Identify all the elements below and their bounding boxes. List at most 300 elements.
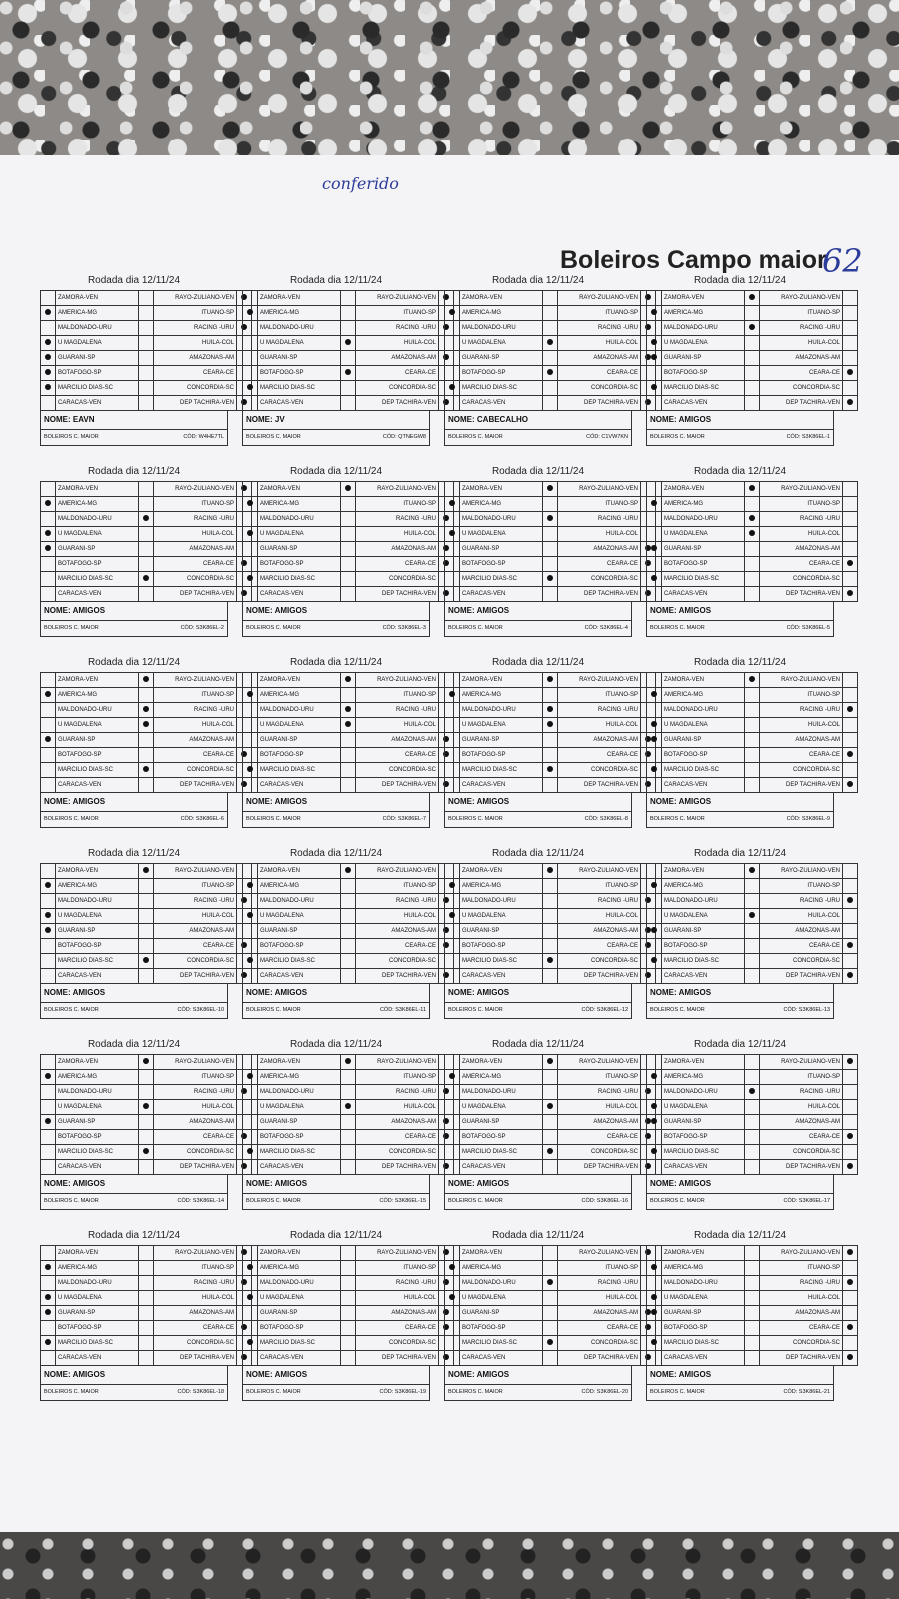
games-table xyxy=(40,1054,252,1175)
away-team: RACING -URU xyxy=(558,703,641,718)
bettor-name: NOME: AMIGOS xyxy=(40,984,228,1003)
home-team: MARCILIO DIAS-SC xyxy=(460,1145,543,1160)
game-row xyxy=(41,1145,252,1160)
away-team: CEARA-CE xyxy=(356,1130,439,1145)
bettor-name: NOME: AMIGOS xyxy=(444,984,632,1003)
away-team: HUILA-COL xyxy=(558,527,641,542)
home-pick-cell xyxy=(445,1070,460,1085)
home-team: CARACAS-VEN xyxy=(662,587,745,602)
ticket-code: CÓD: S3K86EL-8 xyxy=(584,816,628,822)
home-team: ZAMORA-VEN xyxy=(56,482,139,497)
pick-mark xyxy=(847,897,853,903)
pick-mark xyxy=(749,912,755,918)
draw-pick-cell xyxy=(341,939,356,954)
game-row xyxy=(243,527,454,542)
footer-brand: BOLEIROS C. MAIOR xyxy=(448,1389,503,1395)
away-team: ITUANO-SP xyxy=(760,1070,843,1085)
home-team: MALDONADO-URU xyxy=(662,703,745,718)
game-row xyxy=(647,1055,858,1070)
home-pick-cell xyxy=(243,1085,258,1100)
games-table xyxy=(242,863,454,984)
home-team: AMERICA-MG xyxy=(460,1261,543,1276)
pick-mark xyxy=(45,882,51,888)
pick-mark xyxy=(651,766,657,772)
home-team: ZAMORA-VEN xyxy=(662,1246,745,1261)
home-pick-cell xyxy=(647,1160,662,1175)
away-team: HUILA-COL xyxy=(356,718,439,733)
draw-pick-cell xyxy=(543,1246,558,1261)
away-team: CONCORDIA-SC xyxy=(760,381,843,396)
home-team: BOTAFOGO-SP xyxy=(258,557,341,572)
pick-mark xyxy=(651,1073,657,1079)
home-team: ZAMORA-VEN xyxy=(460,673,543,688)
game-row xyxy=(41,381,252,396)
pick-mark xyxy=(547,1279,553,1285)
game-row xyxy=(445,718,656,733)
home-team: AMERICA-MG xyxy=(258,497,341,512)
away-team: RACING -URU xyxy=(356,512,439,527)
game-row xyxy=(647,1291,858,1306)
game-row xyxy=(243,1291,454,1306)
pick-mark xyxy=(547,957,553,963)
bettor-name: NOME: AMIGOS xyxy=(242,602,430,621)
home-team: GUARANI-SP xyxy=(56,733,139,748)
home-pick-cell xyxy=(445,527,460,542)
draw-pick-cell xyxy=(341,763,356,778)
home-team: ZAMORA-VEN xyxy=(662,864,745,879)
away-team: RAYO-ZULIANO-VEN xyxy=(760,1055,843,1070)
bettor-name: NOME: CABECALHO xyxy=(444,411,632,430)
away-team: RACING -URU xyxy=(558,1276,641,1291)
ticket-code: CÓD: S3K86EL-3 xyxy=(382,625,426,631)
home-pick-cell xyxy=(243,321,258,336)
draw-pick-cell xyxy=(341,1085,356,1100)
away-team: DEP TACHIRA-VEN xyxy=(558,1351,641,1366)
home-pick-cell xyxy=(647,763,662,778)
home-pick-cell xyxy=(41,894,56,909)
pick-mark xyxy=(449,1073,455,1079)
game-row xyxy=(647,306,858,321)
ticket-code: CÓD: C1VW7KN xyxy=(586,434,628,440)
draw-pick-cell xyxy=(341,778,356,793)
game-row xyxy=(243,1130,454,1145)
away-team: DEP TACHIRA-VEN xyxy=(760,1160,843,1175)
home-pick-cell xyxy=(243,381,258,396)
pick-mark xyxy=(847,399,853,405)
game-row xyxy=(647,879,858,894)
game-row xyxy=(445,1306,656,1321)
home-pick-cell xyxy=(243,542,258,557)
home-pick-cell xyxy=(445,894,460,909)
home-pick-cell xyxy=(41,1336,56,1351)
draw-pick-cell xyxy=(139,864,154,879)
home-team: MALDONADO-URU xyxy=(662,1085,745,1100)
home-pick-cell xyxy=(41,1261,56,1276)
bettor-name: NOME: AMIGOS xyxy=(40,1175,228,1194)
draw-pick-cell xyxy=(139,969,154,984)
pick-mark xyxy=(45,354,51,360)
away-pick-cell xyxy=(843,688,858,703)
pick-mark xyxy=(45,339,51,345)
home-pick-cell xyxy=(445,1100,460,1115)
home-pick-cell xyxy=(647,1100,662,1115)
card-title: Rodada dia 12/11/24 xyxy=(693,848,787,859)
home-team: AMERICA-MG xyxy=(460,497,543,512)
game-row xyxy=(647,969,858,984)
pick-mark xyxy=(143,676,149,682)
away-team: ITUANO-SP xyxy=(558,879,641,894)
footer-brand: BOLEIROS C. MAIOR xyxy=(44,625,99,631)
game-row xyxy=(41,703,252,718)
game-row xyxy=(445,512,656,527)
home-team: CARACAS-VEN xyxy=(662,969,745,984)
away-pick-cell xyxy=(843,1115,858,1130)
pick-mark xyxy=(247,1339,253,1345)
home-pick-cell xyxy=(445,1276,460,1291)
home-team: ZAMORA-VEN xyxy=(460,1246,543,1261)
home-pick-cell xyxy=(445,924,460,939)
pick-mark xyxy=(847,706,853,712)
home-team: BOTAFOGO-SP xyxy=(662,1321,745,1336)
draw-pick-cell xyxy=(745,542,760,557)
bettor-name: NOME: AMIGOS xyxy=(444,1175,632,1194)
game-row xyxy=(445,366,656,381)
home-team: MARCILIO DIAS-SC xyxy=(56,954,139,969)
draw-pick-cell xyxy=(745,366,760,381)
game-row xyxy=(41,366,252,381)
home-team: ZAMORA-VEN xyxy=(56,673,139,688)
away-team: AMAZONAS-AM xyxy=(760,733,843,748)
card-title: Rodada dia 12/11/24 xyxy=(491,275,585,286)
pick-mark xyxy=(449,530,455,536)
away-team: RAYO-ZULIANO-VEN xyxy=(154,864,237,879)
games-table xyxy=(444,672,656,793)
pick-mark xyxy=(45,736,51,742)
home-team: GUARANI-SP xyxy=(258,351,341,366)
home-team: MALDONADO-URU xyxy=(662,1276,745,1291)
card-title: Rodada dia 12/11/24 xyxy=(491,657,585,668)
home-team: MALDONADO-URU xyxy=(460,1276,543,1291)
footer-brand: BOLEIROS C. MAIOR xyxy=(44,1198,99,1204)
home-pick-cell xyxy=(243,1070,258,1085)
away-team: CEARA-CE xyxy=(154,939,237,954)
away-team: DEP TACHIRA-VEN xyxy=(760,396,843,411)
home-pick-cell xyxy=(243,1145,258,1160)
pick-mark xyxy=(547,1339,553,1345)
game-row xyxy=(243,763,454,778)
home-team: MARCILIO DIAS-SC xyxy=(56,1336,139,1351)
home-pick-cell xyxy=(243,1276,258,1291)
game-row xyxy=(647,1306,858,1321)
draw-pick-cell xyxy=(543,1130,558,1145)
home-pick-cell xyxy=(445,1246,460,1261)
pick-mark xyxy=(345,339,351,345)
home-pick-cell xyxy=(647,778,662,793)
game-row xyxy=(445,1145,656,1160)
card-footer xyxy=(40,430,228,446)
games-table xyxy=(40,290,252,411)
pick-mark xyxy=(45,384,51,390)
away-team: AMAZONAS-AM xyxy=(154,351,237,366)
home-team: MARCILIO DIAS-SC xyxy=(56,1145,139,1160)
draw-pick-cell xyxy=(543,1115,558,1130)
away-team: DEP TACHIRA-VEN xyxy=(558,1160,641,1175)
bettor-name: NOME: AMIGOS xyxy=(646,793,834,812)
card-footer xyxy=(444,430,632,446)
away-team: HUILA-COL xyxy=(760,909,843,924)
game-row xyxy=(41,1291,252,1306)
pick-mark xyxy=(847,781,853,787)
home-team: MARCILIO DIAS-SC xyxy=(258,763,341,778)
games-table xyxy=(444,1054,656,1175)
away-pick-cell xyxy=(843,1261,858,1276)
draw-pick-cell xyxy=(745,336,760,351)
home-pick-cell xyxy=(445,512,460,527)
card-title: Rodada dia 12/11/24 xyxy=(693,1230,787,1241)
bettor-name: NOME: AMIGOS xyxy=(646,602,834,621)
handwritten-note: conferido xyxy=(322,174,399,193)
home-pick-cell xyxy=(41,1291,56,1306)
home-pick-cell xyxy=(243,1100,258,1115)
pick-mark xyxy=(547,721,553,727)
pick-mark xyxy=(247,309,253,315)
draw-pick-cell xyxy=(341,1291,356,1306)
away-team: RAYO-ZULIANO-VEN xyxy=(760,1246,843,1261)
game-row xyxy=(41,1055,252,1070)
pick-mark xyxy=(45,1118,51,1124)
home-team: MALDONADO-URU xyxy=(460,512,543,527)
draw-pick-cell xyxy=(745,1145,760,1160)
home-pick-cell xyxy=(647,1246,662,1261)
bettor-name: NOME: AMIGOS xyxy=(40,1366,228,1385)
away-team: HUILA-COL xyxy=(760,1291,843,1306)
draw-pick-cell xyxy=(139,542,154,557)
draw-pick-cell xyxy=(745,1070,760,1085)
game-row xyxy=(647,366,858,381)
draw-pick-cell xyxy=(341,688,356,703)
home-team: U MAGDALENA xyxy=(460,1291,543,1306)
away-pick-cell xyxy=(843,1351,858,1366)
away-team: HUILA-COL xyxy=(356,1291,439,1306)
away-team: AMAZONAS-AM xyxy=(154,924,237,939)
home-team: BOTAFOGO-SP xyxy=(56,748,139,763)
home-pick-cell xyxy=(243,587,258,602)
game-row xyxy=(41,1115,252,1130)
handwritten-page-number: 62 xyxy=(822,242,863,280)
home-pick-cell xyxy=(647,1261,662,1276)
home-pick-cell xyxy=(647,1336,662,1351)
game-row xyxy=(41,291,252,306)
draw-pick-cell xyxy=(139,587,154,602)
draw-pick-cell xyxy=(139,396,154,411)
away-pick-cell xyxy=(843,1276,858,1291)
home-pick-cell xyxy=(243,778,258,793)
away-team: HUILA-COL xyxy=(356,909,439,924)
home-pick-cell xyxy=(445,1130,460,1145)
pick-mark xyxy=(45,1294,51,1300)
draw-pick-cell xyxy=(543,879,558,894)
home-team: U MAGDALENA xyxy=(662,1291,745,1306)
away-pick-cell xyxy=(843,969,858,984)
home-pick-cell xyxy=(647,673,662,688)
away-team: CONCORDIA-SC xyxy=(154,763,237,778)
ticket-code: CÓD: S3K86EL-15 xyxy=(379,1198,426,1204)
draw-pick-cell xyxy=(745,939,760,954)
game-row xyxy=(41,1160,252,1175)
home-team: AMERICA-MG xyxy=(662,688,745,703)
away-team: CONCORDIA-SC xyxy=(356,763,439,778)
footer-brand: BOLEIROS C. MAIOR xyxy=(650,434,705,440)
footer-brand: BOLEIROS C. MAIOR xyxy=(246,816,301,822)
away-team: HUILA-COL xyxy=(558,336,641,351)
draw-pick-cell xyxy=(341,1246,356,1261)
draw-pick-cell xyxy=(139,512,154,527)
draw-pick-cell xyxy=(139,527,154,542)
ticket-code: CÓD: S3K86EL-17 xyxy=(783,1198,830,1204)
away-team: AMAZONAS-AM xyxy=(154,1115,237,1130)
page-title: Boleiros Campo maior xyxy=(560,246,827,274)
draw-pick-cell xyxy=(543,939,558,954)
game-row xyxy=(243,954,454,969)
game-row xyxy=(41,718,252,733)
game-row xyxy=(647,1070,858,1085)
home-pick-cell xyxy=(41,688,56,703)
bettor-name: NOME: AMIGOS xyxy=(40,793,228,812)
game-row xyxy=(243,321,454,336)
home-pick-cell xyxy=(243,909,258,924)
home-pick-cell xyxy=(445,763,460,778)
card-title: Rodada dia 12/11/24 xyxy=(87,1039,181,1050)
away-team: CEARA-CE xyxy=(356,748,439,763)
game-row xyxy=(41,1261,252,1276)
game-row xyxy=(41,351,252,366)
draw-pick-cell xyxy=(341,291,356,306)
home-pick-cell xyxy=(243,763,258,778)
pick-mark xyxy=(45,691,51,697)
draw-pick-cell xyxy=(341,1070,356,1085)
draw-pick-cell xyxy=(543,1261,558,1276)
home-pick-cell xyxy=(647,748,662,763)
away-team: RAYO-ZULIANO-VEN xyxy=(760,864,843,879)
draw-pick-cell xyxy=(745,291,760,306)
home-team: MALDONADO-URU xyxy=(258,894,341,909)
away-team: ITUANO-SP xyxy=(558,306,641,321)
home-team: BOTAFOGO-SP xyxy=(460,366,543,381)
draw-pick-cell xyxy=(341,1145,356,1160)
draw-pick-cell xyxy=(543,321,558,336)
away-team: AMAZONAS-AM xyxy=(154,1306,237,1321)
draw-pick-cell xyxy=(139,482,154,497)
game-row xyxy=(41,748,252,763)
home-team: GUARANI-SP xyxy=(460,733,543,748)
game-row xyxy=(41,321,252,336)
draw-pick-cell xyxy=(139,879,154,894)
game-row xyxy=(647,396,858,411)
home-team: U MAGDALENA xyxy=(258,527,341,542)
home-team: U MAGDALENA xyxy=(56,1291,139,1306)
home-pick-cell xyxy=(445,351,460,366)
game-row xyxy=(41,673,252,688)
draw-pick-cell xyxy=(341,1160,356,1175)
draw-pick-cell xyxy=(139,1291,154,1306)
game-row xyxy=(647,924,858,939)
draw-pick-cell xyxy=(745,909,760,924)
pick-mark xyxy=(143,957,149,963)
footer-brand: BOLEIROS C. MAIOR xyxy=(448,816,503,822)
pick-mark xyxy=(749,485,755,491)
home-pick-cell xyxy=(41,1246,56,1261)
draw-pick-cell xyxy=(745,497,760,512)
away-team: CONCORDIA-SC xyxy=(558,381,641,396)
home-team: MALDONADO-URU xyxy=(460,703,543,718)
away-team: CONCORDIA-SC xyxy=(356,1336,439,1351)
pick-mark xyxy=(143,1103,149,1109)
home-pick-cell xyxy=(243,673,258,688)
away-team: DEP TACHIRA-VEN xyxy=(154,396,237,411)
home-team: CARACAS-VEN xyxy=(56,396,139,411)
away-pick-cell xyxy=(843,1055,858,1070)
ticket-code: CÓD: S3K86EL-4 xyxy=(584,625,628,631)
pick-mark xyxy=(547,515,553,521)
home-team: ZAMORA-VEN xyxy=(258,1246,341,1261)
game-row xyxy=(647,1321,858,1336)
away-team: ITUANO-SP xyxy=(356,688,439,703)
game-row xyxy=(647,1085,858,1100)
away-team: RAYO-ZULIANO-VEN xyxy=(154,673,237,688)
card-footer xyxy=(242,1003,430,1019)
card-title: Rodada dia 12/11/24 xyxy=(693,466,787,477)
home-pick-cell xyxy=(445,1336,460,1351)
game-row xyxy=(445,924,656,939)
game-row xyxy=(243,1100,454,1115)
home-pick-cell xyxy=(647,733,662,748)
home-pick-cell xyxy=(41,1070,56,1085)
game-row xyxy=(243,778,454,793)
home-team: MALDONADO-URU xyxy=(460,321,543,336)
home-team: BOTAFOGO-SP xyxy=(662,557,745,572)
away-team: CEARA-CE xyxy=(154,366,237,381)
pick-mark xyxy=(651,721,657,727)
draw-pick-cell xyxy=(543,924,558,939)
home-team: MALDONADO-URU xyxy=(460,1085,543,1100)
away-team: RACING -URU xyxy=(154,1276,237,1291)
card-footer xyxy=(40,812,228,828)
away-team: HUILA-COL xyxy=(558,909,641,924)
away-team: ITUANO-SP xyxy=(154,688,237,703)
away-team: RACING -URU xyxy=(154,703,237,718)
away-team: RAYO-ZULIANO-VEN xyxy=(154,1246,237,1261)
home-pick-cell xyxy=(41,1276,56,1291)
draw-pick-cell xyxy=(745,1085,760,1100)
draw-pick-cell xyxy=(543,497,558,512)
draw-pick-cell xyxy=(139,351,154,366)
game-row xyxy=(41,1130,252,1145)
home-team: ZAMORA-VEN xyxy=(662,1055,745,1070)
draw-pick-cell xyxy=(139,733,154,748)
home-team: AMERICA-MG xyxy=(662,879,745,894)
home-pick-cell xyxy=(41,673,56,688)
home-team: U MAGDALENA xyxy=(460,1100,543,1115)
away-team: HUILA-COL xyxy=(558,1100,641,1115)
pick-mark xyxy=(345,369,351,375)
game-row xyxy=(445,1291,656,1306)
home-team: AMERICA-MG xyxy=(258,1261,341,1276)
away-team: AMAZONAS-AM xyxy=(558,733,641,748)
away-team: DEP TACHIRA-VEN xyxy=(356,969,439,984)
pick-mark xyxy=(547,339,553,345)
home-team: MARCILIO DIAS-SC xyxy=(56,572,139,587)
away-team: HUILA-COL xyxy=(558,718,641,733)
